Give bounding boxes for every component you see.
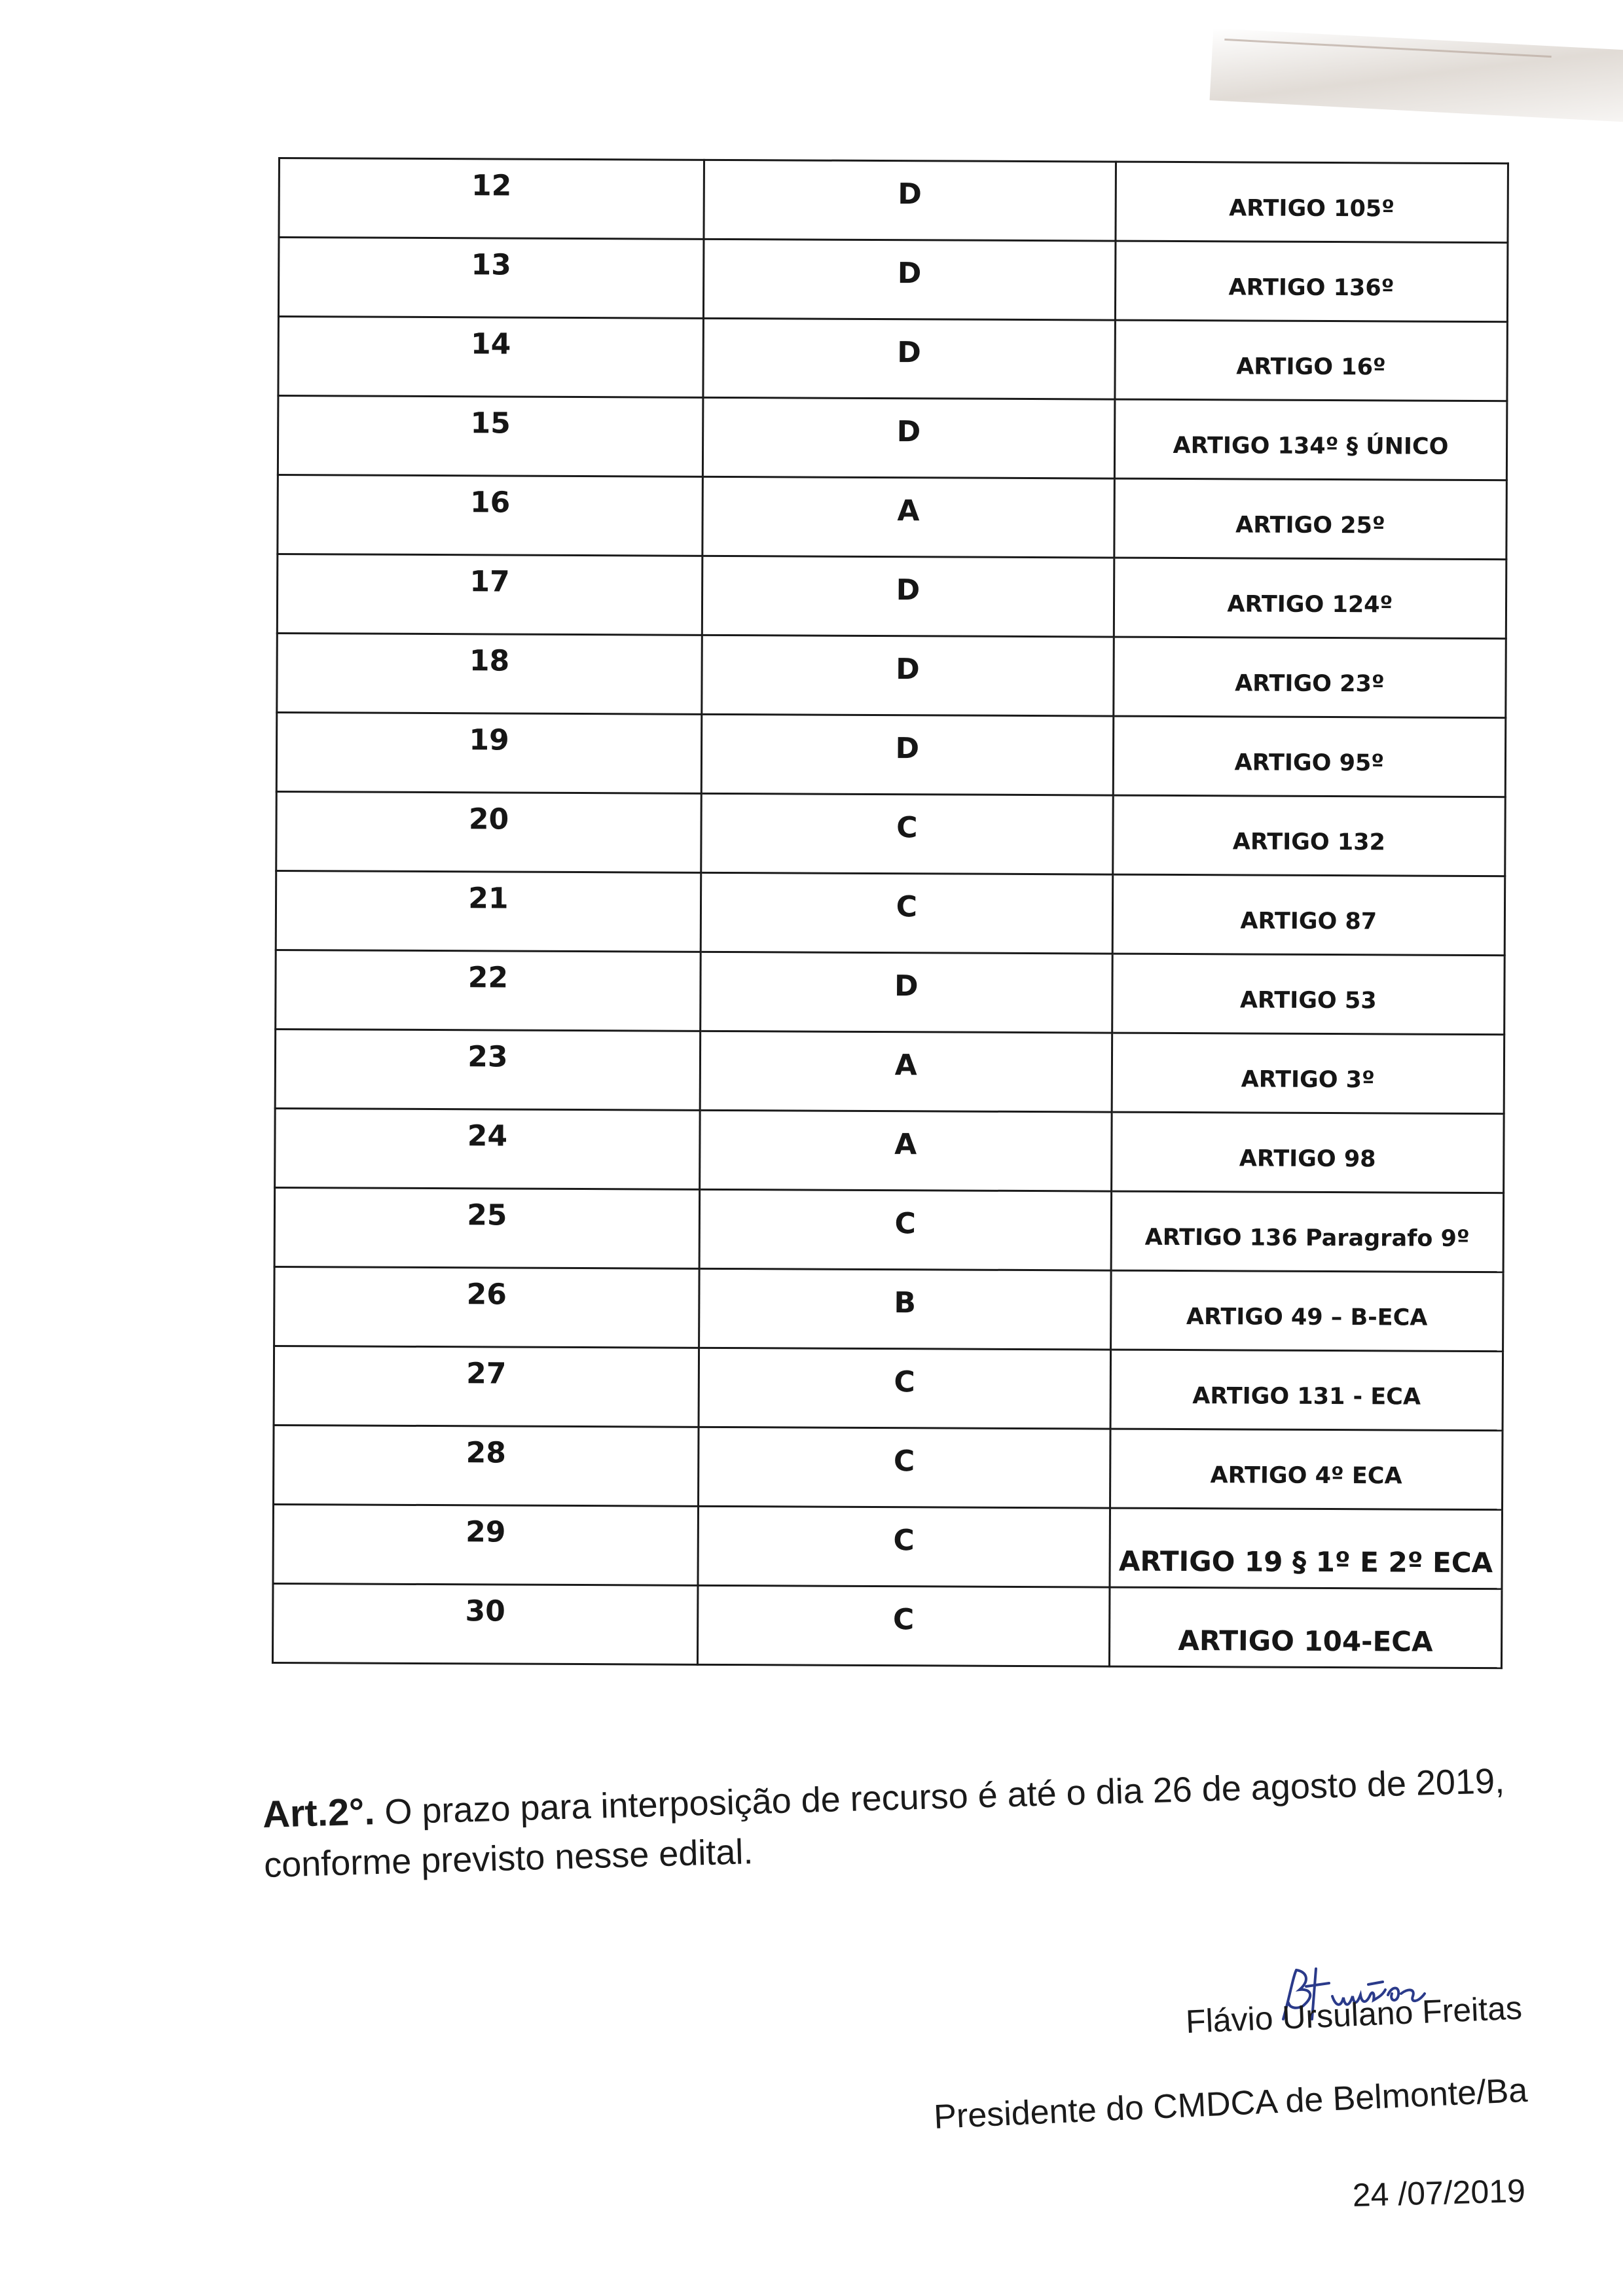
reference-cell [1113, 716, 1506, 797]
answer-cell [701, 952, 1112, 1033]
answer-letter: C [892, 1602, 915, 1636]
question-number: 24 [467, 1119, 508, 1153]
answer-letter: D [894, 969, 919, 1003]
answer-cell [702, 635, 1114, 716]
answer-letter: D [896, 414, 921, 448]
reference-cell [1115, 320, 1508, 401]
table-row [274, 1425, 1503, 1509]
answer-letter: A [894, 1127, 917, 1161]
legal-reference: ARTIGO 16º [1236, 353, 1386, 381]
question-number: 12 [471, 168, 512, 203]
answer-letter: C [893, 1523, 915, 1557]
question-number: 25 [467, 1198, 507, 1232]
question-number: 19 [469, 723, 509, 757]
question-cell [274, 1346, 699, 1427]
table-row [278, 238, 1508, 322]
table-row [277, 554, 1506, 639]
question-cell [277, 554, 702, 636]
question-number: 28 [465, 1435, 507, 1470]
table-row [278, 317, 1508, 401]
answer-cell [699, 1268, 1110, 1350]
question-cell [278, 238, 703, 319]
answer-letter: D [895, 731, 920, 765]
question-cell [275, 1108, 700, 1189]
legal-reference: ARTIGO 23º [1235, 670, 1385, 698]
answer-cell [697, 1585, 1109, 1666]
question-number: 26 [466, 1277, 507, 1312]
reference-cell [1109, 1587, 1502, 1668]
question-cell [272, 1583, 697, 1664]
legal-reference: ARTIGO 136 Paragrafo 9º [1144, 1224, 1470, 1252]
reference-cell [1116, 162, 1508, 243]
question-cell [274, 1425, 699, 1506]
legal-reference: ARTIGO 49 – B-ECA [1186, 1304, 1428, 1331]
table-row [274, 1187, 1504, 1272]
question-number: 13 [471, 247, 511, 282]
reference-cell [1112, 954, 1504, 1035]
answer-letter: C [896, 889, 918, 924]
question-number: 30 [465, 1594, 505, 1628]
answer-cell [699, 1110, 1111, 1191]
answer-key-table [272, 157, 1509, 1669]
answer-cell [703, 318, 1115, 399]
table-row [278, 396, 1507, 480]
reference-cell [1112, 1033, 1504, 1114]
signer-role: Presidente do CMDCA de Belmonte/Ba [933, 2071, 1529, 2136]
legal-reference: ARTIGO 136º [1228, 274, 1395, 302]
legal-reference: ARTIGO 131 - ECA [1192, 1383, 1421, 1410]
reference-cell [1114, 637, 1506, 718]
question-cell [278, 475, 702, 556]
table-row [277, 633, 1506, 717]
question-cell [275, 1029, 700, 1110]
table-row [276, 870, 1505, 955]
table-row [276, 950, 1505, 1034]
answer-letter: B [894, 1285, 917, 1319]
answer-cell [699, 1348, 1110, 1429]
answer-cell [701, 872, 1112, 954]
legal-reference: ARTIGO 53 [1239, 987, 1377, 1014]
table-row [274, 1266, 1504, 1351]
reference-cell [1112, 795, 1505, 876]
question-number: 27 [466, 1356, 507, 1391]
answer-letter: C [894, 1206, 916, 1240]
legal-reference: ARTIGO 98 [1239, 1145, 1376, 1173]
reference-cell [1110, 1429, 1503, 1510]
legal-reference: ARTIGO 104-ECA [1178, 1624, 1433, 1658]
question-number: 22 [467, 960, 509, 995]
legal-reference: ARTIGO 134º § ÚNICO [1173, 432, 1449, 460]
article-2-paragraph [262, 1755, 1508, 1890]
question-number: 20 [468, 802, 509, 836]
table-row [276, 791, 1506, 876]
answer-letter: D [897, 256, 922, 290]
table-row [279, 158, 1508, 243]
answer-letter: C [894, 1365, 915, 1399]
legal-reference: ARTIGO 105º [1229, 195, 1395, 223]
answer-cell [702, 397, 1114, 478]
article-text-line-2: conforme previsto nesse edital. [263, 1832, 754, 1885]
answer-letter: C [896, 810, 918, 844]
question-cell [276, 950, 701, 1031]
table-row [274, 1346, 1503, 1430]
answer-cell [700, 1031, 1112, 1112]
table-row [275, 1108, 1504, 1193]
question-number: 17 [469, 564, 510, 599]
article-label: Art.2°. [262, 1790, 376, 1836]
table-row [275, 1029, 1504, 1113]
question-cell [276, 712, 701, 793]
answer-key-rows [272, 158, 1508, 1668]
reference-cell [1110, 1270, 1503, 1352]
answer-cell [702, 556, 1114, 637]
legal-reference: ARTIGO 4º ECA [1210, 1462, 1402, 1490]
legal-reference: ARTIGO 3º [1241, 1066, 1375, 1094]
answer-letter: D [896, 652, 920, 686]
table-row [276, 712, 1506, 797]
question-number: 16 [469, 485, 511, 520]
answer-cell [699, 1189, 1111, 1270]
table-row [278, 475, 1507, 560]
answer-letter: D [898, 177, 922, 211]
answer-cell [698, 1506, 1110, 1587]
answer-cell [703, 239, 1115, 320]
answer-cell [702, 476, 1114, 558]
question-cell [276, 870, 701, 952]
legal-reference: ARTIGO 25º [1235, 512, 1385, 539]
reference-cell [1110, 1508, 1503, 1589]
question-number: 29 [465, 1515, 506, 1549]
answer-cell [701, 793, 1113, 874]
answer-letter: C [893, 1444, 915, 1478]
question-cell [278, 396, 702, 477]
answer-cell [701, 714, 1113, 795]
question-number: 18 [469, 643, 510, 678]
question-cell [273, 1504, 698, 1585]
question-number: 23 [467, 1039, 508, 1074]
reference-cell [1111, 1191, 1504, 1272]
reference-cell [1111, 1112, 1504, 1193]
reference-cell [1110, 1350, 1503, 1431]
table-row [273, 1504, 1503, 1588]
reference-cell [1114, 478, 1507, 560]
reference-cell [1114, 558, 1506, 639]
answer-cell [698, 1427, 1110, 1508]
document-date: 24 /07/2019 [1352, 2172, 1526, 2214]
reference-cell [1114, 399, 1507, 480]
signer-name: Flávio Ursulano Freitas [1185, 1989, 1523, 2040]
answer-letter: D [896, 573, 921, 607]
answer-letter: A [897, 493, 920, 528]
legal-reference: ARTIGO 95º [1234, 749, 1385, 777]
question-cell [274, 1266, 699, 1348]
question-cell [276, 791, 701, 872]
legal-reference: ARTIGO 124º [1227, 591, 1393, 619]
question-number: 21 [468, 881, 509, 916]
reference-cell [1115, 241, 1508, 322]
reference-cell [1112, 874, 1505, 956]
question-number: 15 [470, 406, 511, 440]
table-row [272, 1583, 1502, 1668]
legal-reference: ARTIGO 19 § 1º E 2º ECA [1118, 1545, 1493, 1579]
question-number: 14 [470, 327, 511, 361]
legal-reference: ARTIGO 132 [1232, 829, 1385, 856]
question-cell [278, 317, 703, 398]
answer-cell [704, 160, 1116, 241]
question-cell [277, 633, 702, 714]
legal-reference: ARTIGO 87 [1240, 908, 1377, 935]
question-cell [274, 1187, 699, 1268]
answer-letter: D [897, 335, 921, 369]
answer-letter: A [894, 1048, 917, 1082]
article-text-line-1: O prazo para interposição de recurso é até o dia 26 de agosto de 2019, [384, 1761, 1505, 1832]
question-cell [279, 158, 704, 240]
